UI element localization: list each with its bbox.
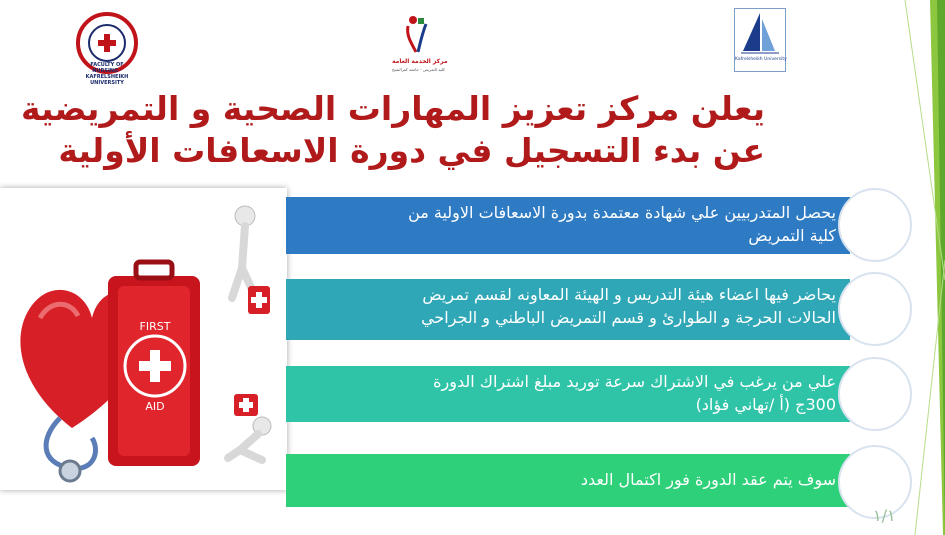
info-item-certificate	[286, 197, 850, 254]
title-line-1: يعلن مركز تعزيز المهارات الصحية و التمريضية	[21, 89, 765, 128]
center-logo-subcaption: كلية التمريض - جامعة كفرالشيخ	[392, 67, 445, 72]
kit-label-aid: AID	[145, 400, 165, 413]
university-logo-mark	[735, 9, 785, 57]
info-item-4-line-1: سوف يتم عقد الدورة فور اكتمال العدد	[580, 470, 836, 489]
info-item-lecturers	[286, 279, 850, 340]
info-item-fee	[286, 366, 850, 422]
kit-label-first: FIRST	[139, 320, 171, 333]
info-item-1-line-1: يحصل المتدربيين علي شهادة معتمدة بدورة الاسعافات الاولية من	[408, 203, 836, 222]
announcement-title	[21, 88, 765, 172]
bullet-circle-1	[838, 188, 912, 262]
page-number: ١/١	[873, 506, 896, 525]
university-logo-caption: Kafrelsheikh University	[735, 57, 787, 62]
info-item-3-line-2: 300ج (أ /تهاني فؤاد)	[695, 395, 836, 414]
info-item-2-line-2: الحالات الحرجة و الطوارئ و قسم التمريض الباطني و الجراحي	[421, 308, 836, 327]
university-logo	[734, 8, 786, 72]
center-logo-caption: مركز الخدمة العامة	[392, 58, 448, 65]
info-item-schedule	[286, 454, 850, 507]
info-item-1-line-2: كلية التمريض	[748, 226, 836, 245]
faculty-of-nursing-logo	[76, 12, 138, 86]
bullet-circle-2	[838, 272, 912, 346]
center-logo-mark	[404, 14, 430, 54]
first-aid-illustration	[0, 188, 287, 490]
info-item-3-line-1: علي من يرغب في الاشتراك سرعة توريد مبلغ اشتراك الدورة	[433, 372, 836, 391]
nursing-logo-text: FACULTY OF NURSING · KAFRELSHEIKH UNIVERSITY	[85, 62, 129, 86]
public-service-center-logo	[392, 14, 448, 76]
first-aid-image	[0, 188, 287, 490]
info-item-2-line-1: يحاضر فيها اعضاء هيئة التدريس و الهيئة المعاونه لقسم تمريض	[422, 285, 836, 304]
title-line-2: عن بدء التسجيل في دورة الاسعافات الأولية	[58, 131, 765, 170]
bullet-circle-3	[838, 357, 912, 431]
